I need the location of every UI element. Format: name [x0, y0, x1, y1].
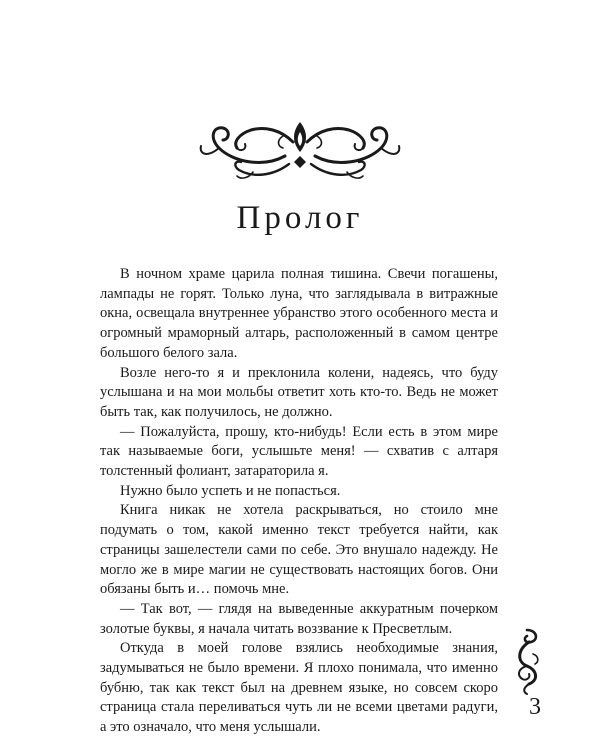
body-text — [100, 265, 498, 738]
paragraph: — Так вот, — глядя на выведенные аккуратным почерком золотые буквы, я начала читать воззвание к Пресветлым. — [100, 600, 498, 637]
paragraph: Возле него-то я и преклонила колени, надеясь, что буду услышана и на мои мольбы ответит хоть кто-то. Ведь не может быть так, как получилось, не должно. — [100, 364, 498, 420]
paragraph: Книга никак не хотела раскрываться, но стоило мне подумать о том, какой именно текст требуется найти, как страницы зашелестели сами по себе. Это внушало надежду. Не могло же в мире магии не существовать настоящих богов. Они обязаны быть и… помочь мне. — [100, 502, 498, 598]
chapter-title: Пролог — [236, 200, 364, 236]
paragraph: Нужно было успеть и не попасться. — [120, 482, 341, 499]
swirl-ornament-icon — [507, 626, 547, 696]
paragraph: Откуда в моей голове взялись необходимые знания, задумываться не было времени. Я плохо понимала, что именно бубню, так как текст был на древнем языке, но совсем скоро страница стала переливаться чуть ли не всеми цветами радуги, а это означало, что меня услышали. — [100, 640, 498, 736]
scroll-ornament-icon — [193, 112, 407, 184]
paragraph: — Пожалуйста, прошу, кто-нибудь! Если есть в этом мире так называемые боги, услышьте меня! — схватив с алтаря толстенный фолиант, затараторила я. — [100, 423, 498, 480]
paragraph: В ночном храме царила полная тишина. Свечи погашены, лампады не горят. Только луна, что заглядывала в витражные окна, освещала внутреннее убранство этого особенного места и огромный мраморный алтарь, расположенный в самом центре большого белого зала. — [100, 266, 498, 361]
page-number: 3 — [529, 694, 541, 720]
